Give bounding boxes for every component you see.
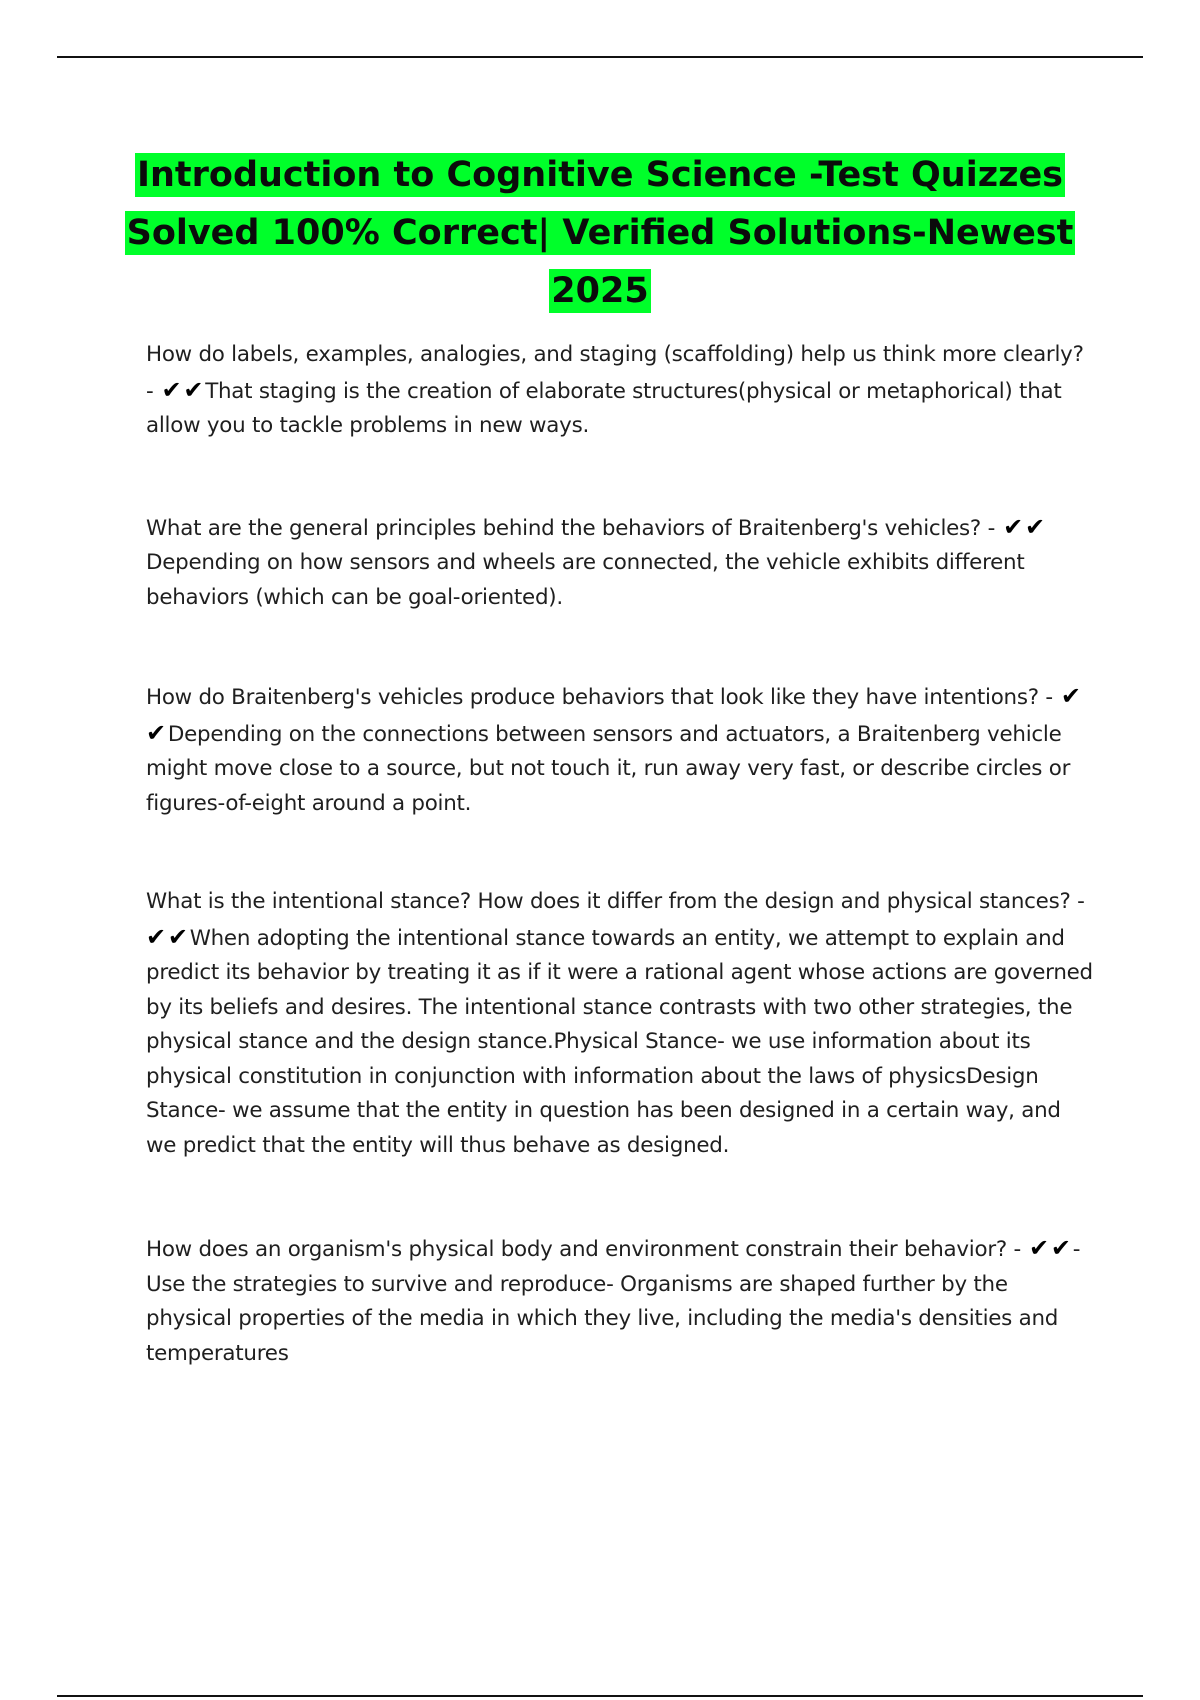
answer-text: That staging is the creation of elaborate structures(physical or metaphorical) that allow you to tackle problems in new ways. xyxy=(146,378,1062,438)
document-title xyxy=(60,146,1140,320)
title-line-3: 2025 xyxy=(551,271,649,311)
question-separator: - xyxy=(987,515,996,541)
check-icon: ✔ xyxy=(183,375,204,404)
qa-item xyxy=(146,1231,1096,1371)
qa-item xyxy=(146,679,1096,821)
question-text: How do Braitenberg's vehicles produce behaviors that look like they have intentions? xyxy=(146,685,1039,710)
answer-text: - Use the strategies to survive and reproduce- Organisms are shaped further by the physical properties of the media in which they live, including the media's densities and temperatures xyxy=(146,1237,1081,1366)
answer-text: Depending on how sensors and wheels are connected, the vehicle exhibits different behaviors (which can be goal-oriented). xyxy=(146,550,1025,610)
qa-list xyxy=(146,338,1096,1371)
header-rule xyxy=(57,56,1143,58)
title-line-2: Solved 100% Correct| Verified Solutions-Newest xyxy=(126,213,1074,253)
footer-rule xyxy=(57,1695,1143,1697)
qa-item xyxy=(146,885,1096,1163)
question-text: What are the general principles behind the behaviors of Braitenberg's vehicles? xyxy=(146,515,982,541)
question-text: How do labels, examples, analogies, and staging (scaffolding) help us think more clearly? xyxy=(146,342,1084,367)
qa-item xyxy=(146,510,1096,616)
title-line-1: Introduction to Cognitive Science -Test Quizzes xyxy=(136,155,1064,195)
question-text: How does an organism's physical body and environment constrain their behavior? xyxy=(146,1237,1007,1262)
check-icon: ✔ xyxy=(1060,682,1081,710)
answer-text: When adopting the intentional stance towards an entity, we attempt to explain and predict its behavior by treating it as if it were a rational agent whose actions are governed by its beliefs and desires. The intentional stance contrasts with two other strategies, the physical stance and the design stance.Physical Stance- we use information about its physical constitution in conjunction with information about the laws of physicsDesign Stance- we assume that the entity in question has been designed in a certain way, and we predict that the entity will thus behave as designed. xyxy=(146,925,1093,1158)
check-icon: ✔ xyxy=(1050,1234,1071,1262)
question-separator: - xyxy=(1077,889,1085,914)
check-icon: ✔ xyxy=(167,922,188,951)
check-icon: ✔ xyxy=(1024,512,1045,541)
question-separator: - xyxy=(1045,685,1053,710)
answer-text: Depending on the connections between sensors and actuators, a Braitenberg vehicle might move close to a source, but not touch it, run away very fast, or describe circles or figures-of-eight around a point. xyxy=(146,721,1071,816)
qa-item xyxy=(146,338,1096,444)
question-separator: - xyxy=(146,378,154,404)
check-icon: ✔ xyxy=(146,718,166,747)
check-icon: ✔ xyxy=(1003,512,1023,541)
check-icon: ✔ xyxy=(1029,1234,1049,1262)
question-separator: - xyxy=(1013,1237,1022,1262)
check-icon: ✔ xyxy=(146,922,166,951)
check-icon: ✔ xyxy=(161,375,182,404)
question-text: What is the intentional stance? How does it differ from the design and physical stances? xyxy=(146,889,1071,914)
